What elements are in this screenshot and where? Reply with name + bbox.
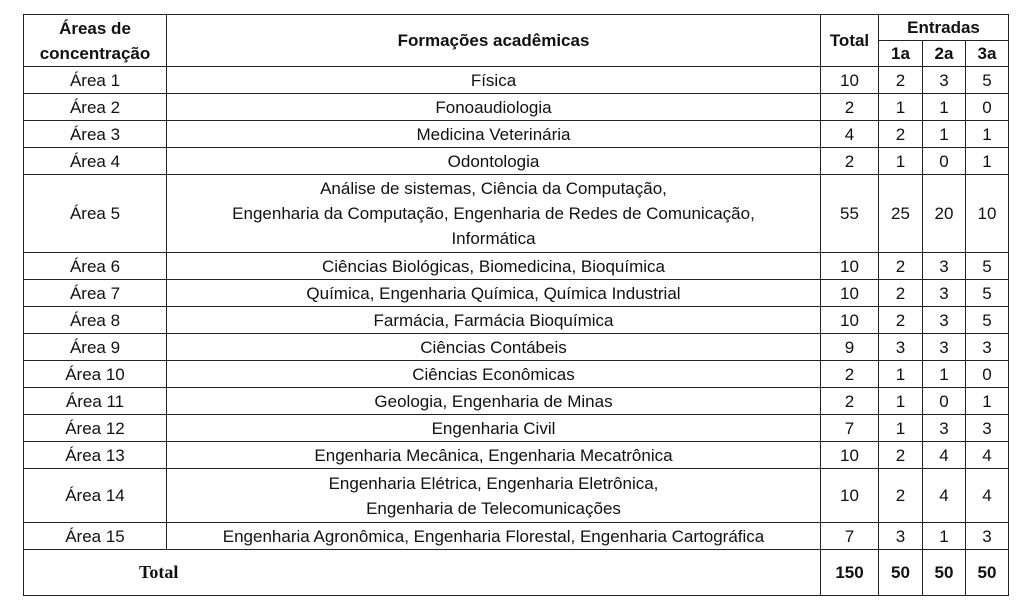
formacao-line: Ciências Econômicas [412,364,575,384]
entrada-3a-cell: 4 [966,469,1009,523]
header-formacoes: Formações acadêmicas [167,15,821,67]
formacao-line: Ciências Contábeis [420,337,567,357]
formacoes-cell [167,307,821,334]
entrada-1a-cell: 1 [879,148,923,175]
entrada-3a-cell: 1 [966,388,1009,415]
entrada-2a-cell: 1 [923,361,966,388]
entrada-2a-cell: 3 [923,334,966,361]
table-row [24,253,1009,280]
total-cell: 2 [821,94,879,121]
area-cell: Área 3 [24,121,167,148]
formacao-line: Fonoaudiologia [435,97,552,117]
entrada-2a-cell: 3 [923,67,966,94]
table-row [24,469,1009,523]
formacoes-cell [167,415,821,442]
formacoes-cell [167,67,821,94]
header-entrada-2a: 2a [923,41,966,67]
area-cell: Área 6 [24,253,167,280]
formacoes-cell [167,388,821,415]
formacoes-cell [167,121,821,148]
entrada-1a-cell: 1 [879,415,923,442]
total-entrada-2a: 50 [923,550,966,596]
formacao-line: Engenharia de Telecomunicações [366,498,621,518]
area-cell: Área 7 [24,280,167,307]
area-cell: Área 15 [24,523,167,550]
entrada-3a-cell: 0 [966,94,1009,121]
area-cell: Área 9 [24,334,167,361]
entrada-2a-cell: 20 [923,175,966,253]
entrada-1a-cell: 1 [879,94,923,121]
entrada-3a-cell: 5 [966,280,1009,307]
table-body [24,67,1009,550]
header-areas [24,15,167,67]
total-cell: 2 [821,361,879,388]
table-row [24,388,1009,415]
area-cell: Área 8 [24,307,167,334]
entrada-3a-cell: 1 [966,148,1009,175]
total-cell: 4 [821,121,879,148]
entrada-1a-cell: 2 [879,280,923,307]
entrada-3a-cell: 5 [966,307,1009,334]
entrada-1a-cell: 2 [879,469,923,523]
formacoes-cell [167,253,821,280]
table-row [24,148,1009,175]
area-cell: Área 4 [24,148,167,175]
area-cell: Área 2 [24,94,167,121]
header-entrada-1a: 1a [879,41,923,67]
entrada-2a-cell: 0 [923,148,966,175]
area-cell: Área 10 [24,361,167,388]
table-row [24,280,1009,307]
formacao-line: Engenharia da Computação, Engenharia de Redes de Comunicação, [232,204,755,223]
entrada-2a-cell: 0 [923,388,966,415]
header-areas-line1: Áreas de [59,18,131,38]
entrada-3a-cell: 3 [966,415,1009,442]
areas-table [23,14,1009,596]
formacao-line: Química, Engenharia Química, Química Industrial [306,283,681,303]
table-row [24,523,1009,550]
total-cell: 2 [821,148,879,175]
total-cell: 55 [821,175,879,253]
entrada-1a-cell: 2 [879,307,923,334]
formacoes-cell [167,334,821,361]
formacoes-cell [167,148,821,175]
entrada-3a-cell: 3 [966,334,1009,361]
entrada-3a-cell: 1 [966,121,1009,148]
area-cell: Área 13 [24,442,167,469]
formacao-line: Odontologia [447,151,540,171]
formacao-line: Engenharia Mecânica, Engenharia Mecatrônica [314,445,673,465]
table-row [24,307,1009,334]
total-cell: 10 [821,280,879,307]
entrada-2a-cell: 1 [923,94,966,121]
total-cell: 10 [821,67,879,94]
table-row [24,67,1009,94]
entrada-2a-cell: 1 [923,121,966,148]
entrada-1a-cell: 2 [879,442,923,469]
entrada-3a-cell: 5 [966,67,1009,94]
table-row [24,121,1009,148]
entrada-1a-cell: 2 [879,253,923,280]
total-cell: 10 [821,469,879,523]
entrada-2a-cell: 1 [923,523,966,550]
table-row [24,361,1009,388]
entrada-3a-cell: 5 [966,253,1009,280]
total-value: 150 [821,550,879,596]
total-label: Total [24,550,821,596]
formacao-line: Física [470,70,517,90]
total-cell: 7 [821,523,879,550]
formacao-line: Informática [451,229,536,248]
entrada-1a-cell: 1 [879,361,923,388]
entrada-3a-cell: 0 [966,361,1009,388]
table-row [24,334,1009,361]
entrada-2a-cell: 3 [923,307,966,334]
table-row [24,415,1009,442]
formacao-line: Geologia, Engenharia de Minas [374,391,613,411]
entrada-2a-cell: 3 [923,415,966,442]
formacoes-cell [167,469,821,523]
formacoes-cell [167,361,821,388]
total-cell: 10 [821,253,879,280]
area-cell: Área 12 [24,415,167,442]
entrada-1a-cell: 2 [879,121,923,148]
entrada-3a-cell: 3 [966,523,1009,550]
entrada-1a-cell: 3 [879,334,923,361]
formacoes-cell [167,175,821,253]
area-cell: Área 1 [24,67,167,94]
total-entrada-3a: 50 [966,550,1009,596]
total-entrada-1a: 50 [879,550,923,596]
formacao-line: Ciências Biológicas, Biomedicina, Bioquímica [322,256,665,276]
entrada-3a-cell: 10 [966,175,1009,253]
entrada-2a-cell: 3 [923,280,966,307]
entrada-2a-cell: 4 [923,469,966,523]
total-cell: 2 [821,388,879,415]
formacoes-cell [167,94,821,121]
area-cell: Área 11 [24,388,167,415]
total-cell: 9 [821,334,879,361]
entrada-2a-cell: 4 [923,442,966,469]
total-cell: 10 [821,442,879,469]
entrada-1a-cell: 2 [879,67,923,94]
entrada-1a-cell: 25 [879,175,923,253]
table-row [24,94,1009,121]
entrada-1a-cell: 1 [879,388,923,415]
area-cell: Área 5 [24,175,167,253]
area-cell: Área 14 [24,469,167,523]
entrada-1a-cell: 3 [879,523,923,550]
formacoes-cell [167,280,821,307]
header-areas-line2: concentração [39,43,151,63]
formacao-line: Engenharia Agronômica, Engenharia Florestal, Engenharia Cartográfica [222,526,765,546]
formacao-line: Engenharia Civil [431,418,556,438]
formacoes-cell [167,442,821,469]
formacao-line: Engenharia Elétrica, Engenharia Eletrônica, [328,473,659,493]
formacao-line: Farmácia, Farmácia Bioquímica [373,310,614,330]
total-row [24,550,1009,596]
formacao-line: Análise de sistemas, Ciência da Computação, [320,179,667,198]
header-entradas: Entradas [879,15,1009,41]
header-total: Total [821,15,879,67]
table-row [24,442,1009,469]
table-row [24,175,1009,253]
entrada-2a-cell: 3 [923,253,966,280]
entrada-3a-cell: 4 [966,442,1009,469]
header-entrada-3a: 3a [966,41,1009,67]
total-cell: 10 [821,307,879,334]
formacoes-cell [167,523,821,550]
total-cell: 7 [821,415,879,442]
formacao-line: Medicina Veterinária [416,124,571,144]
